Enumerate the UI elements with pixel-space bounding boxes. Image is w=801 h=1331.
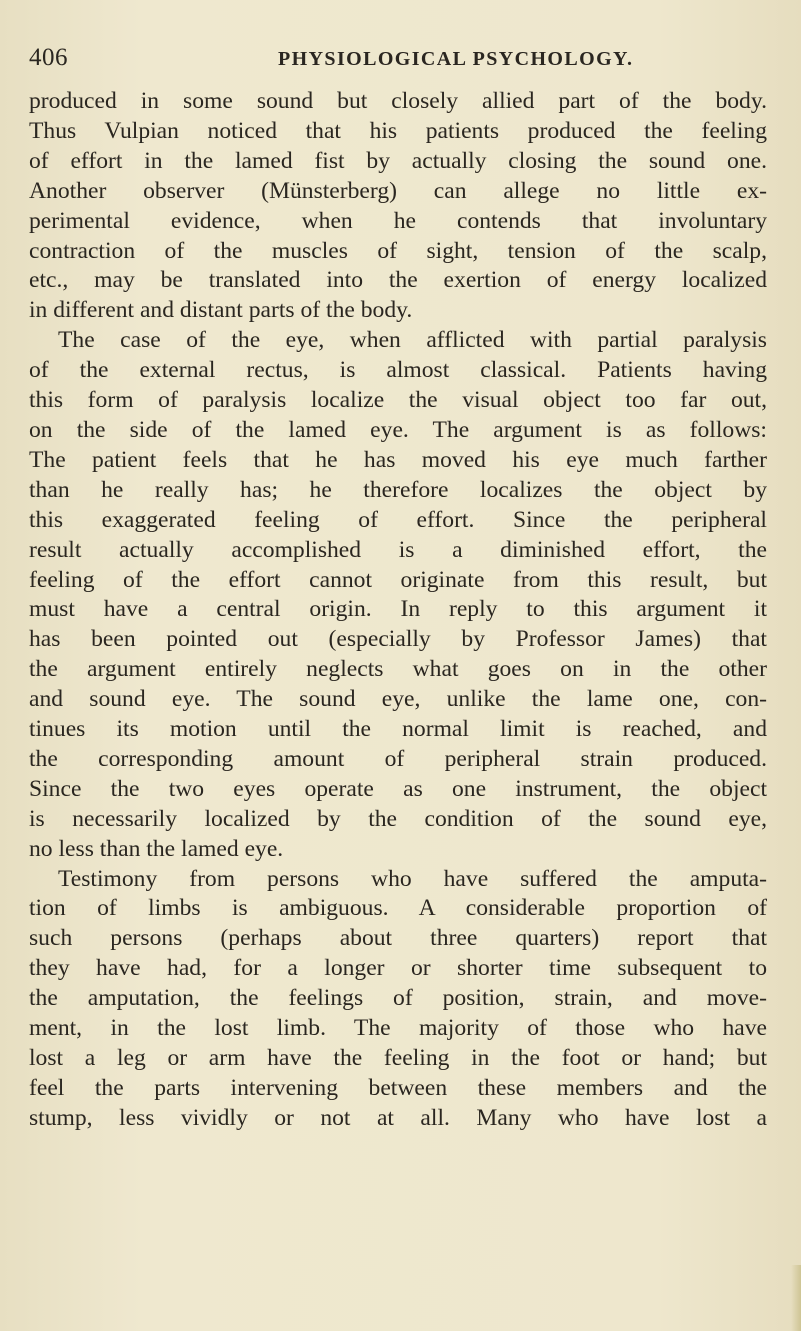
text-line: ment, in the lost limb. The majority of those who have <box>29 1015 767 1042</box>
paragraph-3 <box>29 865 767 1134</box>
text-line: feeling of the effort cannot originate from this result, but <box>29 566 767 593</box>
text-line: etc., may be translated into the exertion of energy localized <box>29 267 767 294</box>
text-line: must have a central origin. In reply to this argument it <box>29 596 767 623</box>
text-line: such persons (perhaps about three quarters) report that <box>29 925 767 952</box>
text-line: no less than the lamed eye. <box>29 835 284 862</box>
text-line: of the external rectus, is almost classical. Patients having <box>29 357 767 384</box>
page-header <box>29 44 769 80</box>
text-line: in different and distant parts of the body. <box>29 297 413 324</box>
text-line: is necessarily localized by the condition of the sound eye, <box>29 805 767 832</box>
text-line: and sound eye. The sound eye, unlike the lame one, con- <box>29 686 767 713</box>
page-edge-shadow <box>791 1265 801 1331</box>
paragraph-1 <box>29 87 767 326</box>
text-line: this form of paralysis localize the visual object too far out, <box>29 387 767 414</box>
text-line: produced in some sound but closely allied part of the body. <box>29 88 767 114</box>
text-line: result actually accomplished is a diminished effort, the <box>29 536 767 563</box>
running-title: PHYSIOLOGICAL PSYCHOLOGY. <box>278 48 634 70</box>
text-line: Thus Vulpian noticed that his patients produced the feeling <box>29 117 767 144</box>
text-line: the amputation, the feelings of position, strain, and move- <box>29 985 767 1012</box>
text-line: feel the parts intervening between these members and the <box>29 1074 767 1101</box>
text-line: The case of the eye, when afflicted with partial paralysis <box>58 327 767 354</box>
text-line: stump, less vividly or not at all. Many who have lost a <box>29 1104 767 1131</box>
text-line: The patient feels that he has moved his eye much farther <box>29 446 767 473</box>
text-line: tinues its motion until the normal limit is reached, and <box>29 716 767 743</box>
page-number: 406 <box>29 44 68 71</box>
text-line: the argument entirely neglects what goes on in the other <box>29 656 767 683</box>
text-line: contraction of the muscles of sight, tension of the scalp, <box>29 237 767 264</box>
text-line: has been pointed out (especially by Professor James) that <box>29 626 767 653</box>
text-line: on the side of the lamed eye. The argument is as follows: <box>29 416 767 443</box>
body-text <box>29 87 767 1134</box>
text-line: the corresponding amount of peripheral strain produced. <box>29 745 767 772</box>
text-line: they have had, for a longer or shorter time subsequent to <box>29 955 767 982</box>
text-line: perimental evidence, when he contends that involuntary <box>29 207 767 234</box>
text-line: lost a leg or arm have the feeling in the foot or hand; but <box>29 1045 767 1071</box>
text-line: tion of limbs is ambiguous. A considerable proportion of <box>29 895 767 922</box>
text-line: Since the two eyes operate as one instrument, the object <box>29 775 767 802</box>
paragraph-2 <box>29 326 767 864</box>
text-line: Testimony from persons who have suffered the amputa- <box>58 865 767 892</box>
text-line: Another observer (Münsterberg) can allege no little ex- <box>29 177 767 204</box>
text-line: of effort in the lamed fist by actually closing the sound one. <box>29 147 767 174</box>
text-line: this exaggerated feeling of effort. Since the peripheral <box>29 506 767 533</box>
text-line: than he really has; he therefore localizes the object by <box>29 476 767 503</box>
